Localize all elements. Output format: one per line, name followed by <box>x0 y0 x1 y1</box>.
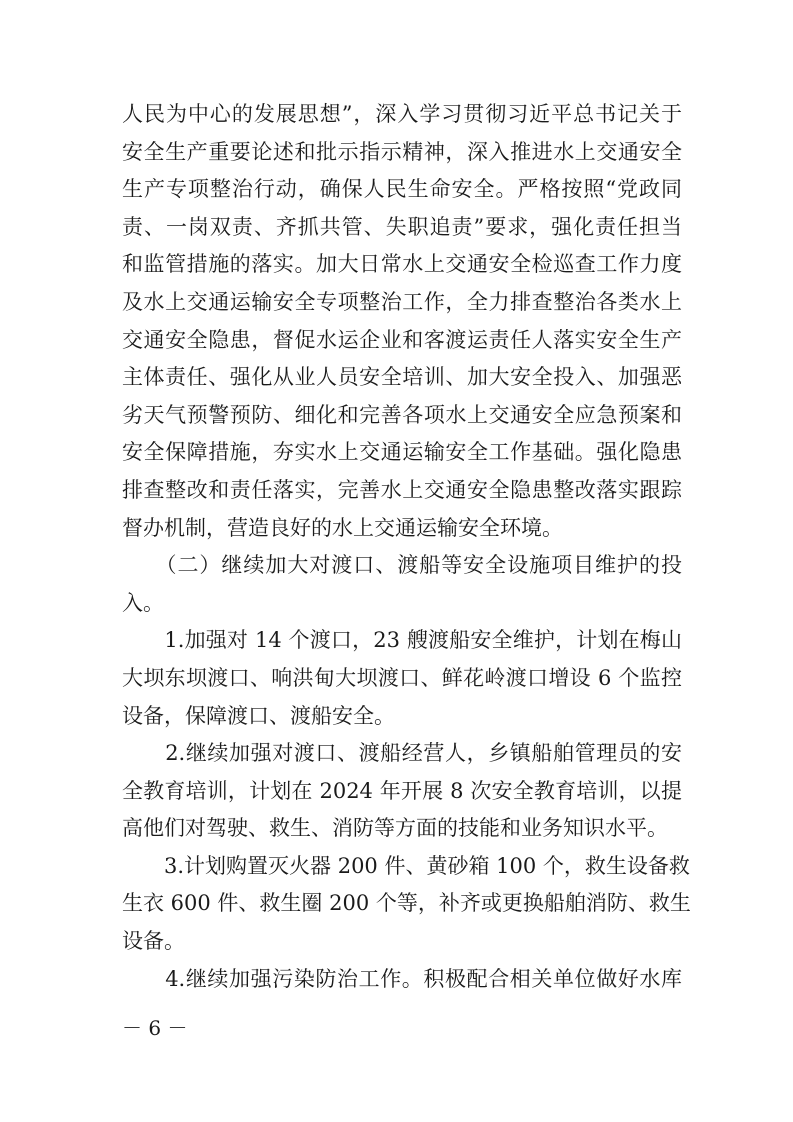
list-item-line: 2.继续加强对渡口、渡船经营人，乡镇船舶管理员的安 <box>122 741 682 766</box>
text-line: 和监管措施的落实。加大日常水上交通安全检巡查工作力度 <box>122 252 682 277</box>
text-line: 人民为中心的发展思想”，深入学习贯彻习近平总书记关于 <box>122 102 682 126</box>
text-line: 主体责任、强化从业人员安全培训、加大安全投入、加强恶 <box>122 365 682 390</box>
page-number: － 6 － <box>122 1016 188 1040</box>
text-line: 督办机制，营造良好的水上交通运输安全环境。 <box>122 515 563 540</box>
text-line: 责、一岗双责、齐抓共管、失职追责”要求，强化责任担当 <box>122 214 682 239</box>
text-line: 生产专项整治行动，确保人民生命安全。严格按照“党政同 <box>122 177 682 202</box>
section-heading-line: （二）继续加大对渡口、渡船等安全设施项目维护的投 <box>122 553 682 578</box>
list-item-line: 设备，保障渡口、渡船安全。 <box>122 703 395 728</box>
text-line: 及水上交通运输安全专项整治工作，全力排查整治各类水上 <box>122 289 682 314</box>
list-item-line: 全教育培训，计划在 2024 年开展 8 次安全教育培训，以提 <box>122 778 682 803</box>
list-item-line: 生衣 600 件、救生圈 200 个等，补齐或更换船舶消防、救生 <box>122 891 691 916</box>
body-text <box>122 96 691 998</box>
list-item-line: 4.继续加强污染防治工作。积极配合相关单位做好水库 <box>122 966 682 991</box>
list-item-line: 3.计划购置灭火器 200 件、黄砂箱 100 个，救生设备救 <box>122 853 690 878</box>
text-line: 排查整改和责任落实，完善水上交通安全隐患整改落实跟踪 <box>122 477 682 502</box>
text-line: 安全生产重要论述和批示指示精神，深入推进水上交通安全 <box>122 139 682 164</box>
text-line: 安全保障措施，夯实水上交通运输安全工作基础。强化隐患 <box>122 440 682 465</box>
list-item-line: 设备。 <box>122 929 185 954</box>
list-item-line: 高他们对驾驶、救生、消防等方面的技能和业务知识水平。 <box>122 816 668 841</box>
section-heading-line: 入。 <box>122 590 164 615</box>
text-line: 劣天气预警预防、细化和完善各项水上交通安全应急预案和 <box>122 402 682 427</box>
list-item-line: 1.加强对 14 个渡口，23 艘渡船安全维护，计划在梅山 <box>122 628 682 653</box>
text-line: 交通安全隐患，督促水运企业和客渡运责任人落实安全生产 <box>122 327 682 352</box>
list-item-line: 大坝东坝渡口、响洪甸大坝渡口、鲜花岭渡口增设 6 个监控 <box>122 665 682 690</box>
